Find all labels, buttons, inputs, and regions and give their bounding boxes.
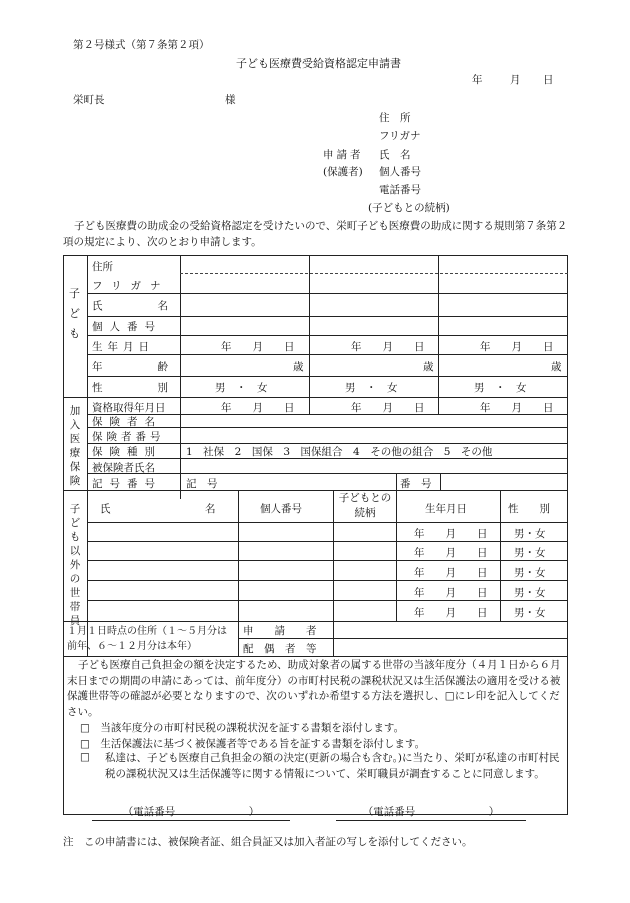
household-row-sex[interactable]: 男・女 [514, 528, 546, 540]
applicant-field-phone: 電話番号 [379, 184, 421, 196]
phone-field-2[interactable]: （電話番号 ） [336, 804, 526, 821]
child1-birth: 年 月 日 [221, 341, 295, 353]
household-row-birth: 年 月 日 [414, 587, 488, 599]
child-row-name: 氏名 [92, 300, 223, 312]
phone-field-1[interactable]: （電話番号 ） [92, 804, 290, 821]
consent-option-3-checkbox[interactable] [80, 751, 90, 763]
child3-birth: 年 月 日 [480, 341, 554, 353]
child-side-label: 子ども [69, 287, 98, 340]
acquisition-date-label: 資格取得年月日 [92, 402, 166, 414]
insurance-side-label: 加入医療保険 [69, 405, 81, 487]
household-row-sex[interactable]: 男・女 [514, 547, 546, 559]
child3-age-unit: 歳 [551, 361, 562, 373]
household-row-birth: 年 月 日 [414, 567, 488, 579]
consent-option-1-text: 当該年度分の市町村民税の課税状況を証する書類を添付します。 [100, 722, 405, 734]
child3-sex[interactable]: 男 ・ 女 [474, 382, 527, 394]
child-row-birthdate: 生年月日 [92, 341, 154, 353]
child-row-address: 住所 [92, 261, 113, 273]
addressee-name: 栄町長 [73, 94, 105, 106]
consent-body: 子ども医療自己負担金の額を決定するため、助成対象者の属する世帯の当該年度分（４月１日から６月末日までの期間の申請にあっては、前年度分）の市町村民税の課税状況又は生活保護法の適用を受ける被保護世帯等の確認が必要となりますので、次のいずれか希望する方法を選択し、□にレ印を記入してください。 [67, 659, 561, 718]
child2-age-unit: 歳 [423, 361, 434, 373]
jan1-spouse-label: 配 偶 者 等 [243, 643, 317, 655]
footer-note: 注 この申請書には、被保険者証、組合員証又は加入者証の写しを添付してください。 [63, 836, 473, 848]
child-row-mynumber: 個人番号 [92, 321, 162, 333]
checkbox-icon[interactable]: □ [80, 722, 90, 734]
applicant-field-relation: (子どもとの続柄) [368, 202, 450, 214]
date-year: 年 [472, 74, 483, 86]
child-row-furigana: フリガナ [92, 280, 170, 292]
insurance-row-insurer-number: 保険者番号 [92, 431, 165, 443]
date-day: 日 [543, 74, 554, 86]
checkbox-icon[interactable]: □ [80, 751, 90, 763]
household-header-sex: 性 別 [508, 503, 550, 515]
applicant-field-name: 氏 名 [379, 149, 411, 161]
household-header-relation: 子どもとの続柄 [338, 492, 392, 519]
household-row-birth: 年 月 日 [414, 528, 488, 540]
household-row-sex[interactable]: 男・女 [514, 607, 546, 619]
household-header-name: 氏 名 [100, 503, 216, 515]
jan1-applicant-label: 申 請 者 [243, 625, 317, 637]
insurance-number: 番 号 [400, 478, 432, 490]
applicant-field-address: 住 所 [379, 112, 411, 124]
addressee-suffix: 様 [225, 94, 236, 106]
acq-date-2: 年 月 日 [351, 402, 425, 414]
form-number: 第２号様式（第７条第２項） [73, 39, 210, 51]
form-title: 子ども医療費受給資格認定申請書 [236, 57, 401, 70]
checkbox-icon[interactable]: □ [80, 738, 90, 750]
applicant-field-furigana: フリガナ [379, 130, 421, 142]
insurance-row-insured-name: 被保険者氏名 [92, 462, 155, 474]
insurance-kinds[interactable]: 1 社保 2 国保 3 国保組合 4 その他の組合 5 その他 [186, 446, 493, 458]
applicant-field-mynumber: 個人番号 [379, 166, 421, 178]
insurance-row-kind: 保険種別 [92, 446, 162, 458]
jan1-address-label: １月１日時点の住所（１～５月分は前年、６～１２月分は本年） [67, 626, 227, 652]
consent-option-1[interactable] [80, 720, 404, 735]
household-header-mynumber: 個人番号 [260, 503, 302, 515]
household-row-birth: 年 月 日 [414, 607, 488, 619]
household-row-birth: 年 月 日 [414, 547, 488, 559]
consent-option-2[interactable] [80, 736, 425, 751]
date-month: 月 [510, 74, 521, 86]
child1-sex[interactable]: 男 ・ 女 [215, 382, 268, 394]
insurance-symbol: 記 号 [186, 478, 218, 490]
child2-sex[interactable]: 男 ・ 女 [345, 382, 398, 394]
acq-date-3: 年 月 日 [480, 402, 554, 414]
child-row-age: 年齢 [92, 361, 223, 373]
child1-age-unit: 歳 [293, 361, 304, 373]
insurance-row-insurer: 保険者名 [92, 416, 162, 428]
consent-option-2-text: 生活保護法に基づく被保護者等である旨を証する書類を添付します。 [100, 738, 426, 750]
household-row-sex[interactable]: 男・女 [514, 587, 546, 599]
intro-text: 子ども医療費の助成金の受給資格認定を受けたいので、栄町子ども医療費の助成に関する規則第７条第２項の規定により、次のとおり申請します。 [63, 220, 568, 248]
child-row-sex: 性別 [92, 382, 223, 394]
child2-birth: 年 月 日 [351, 341, 425, 353]
applicant-label: 申請者 [323, 149, 364, 161]
household-row-sex[interactable]: 男・女 [514, 567, 546, 579]
insurance-symbol-number-label: 記号番号 [92, 478, 162, 490]
household-side-label: 子ども以外の世帯員 [69, 503, 81, 627]
acq-date-1: 年 月 日 [221, 402, 295, 414]
household-header-birth: 生年月日 [425, 503, 467, 515]
consent-option-3-text: 私達は、子ども医療自己負担金の額の決定(更新の場合も含む。)に当たり、栄町が私達の市町村民税の課税状況又は生活保護等に関する情報について、栄町職員が調査することに同意します。 [105, 752, 560, 780]
applicant-guardian-label: (保護者) [323, 166, 363, 178]
